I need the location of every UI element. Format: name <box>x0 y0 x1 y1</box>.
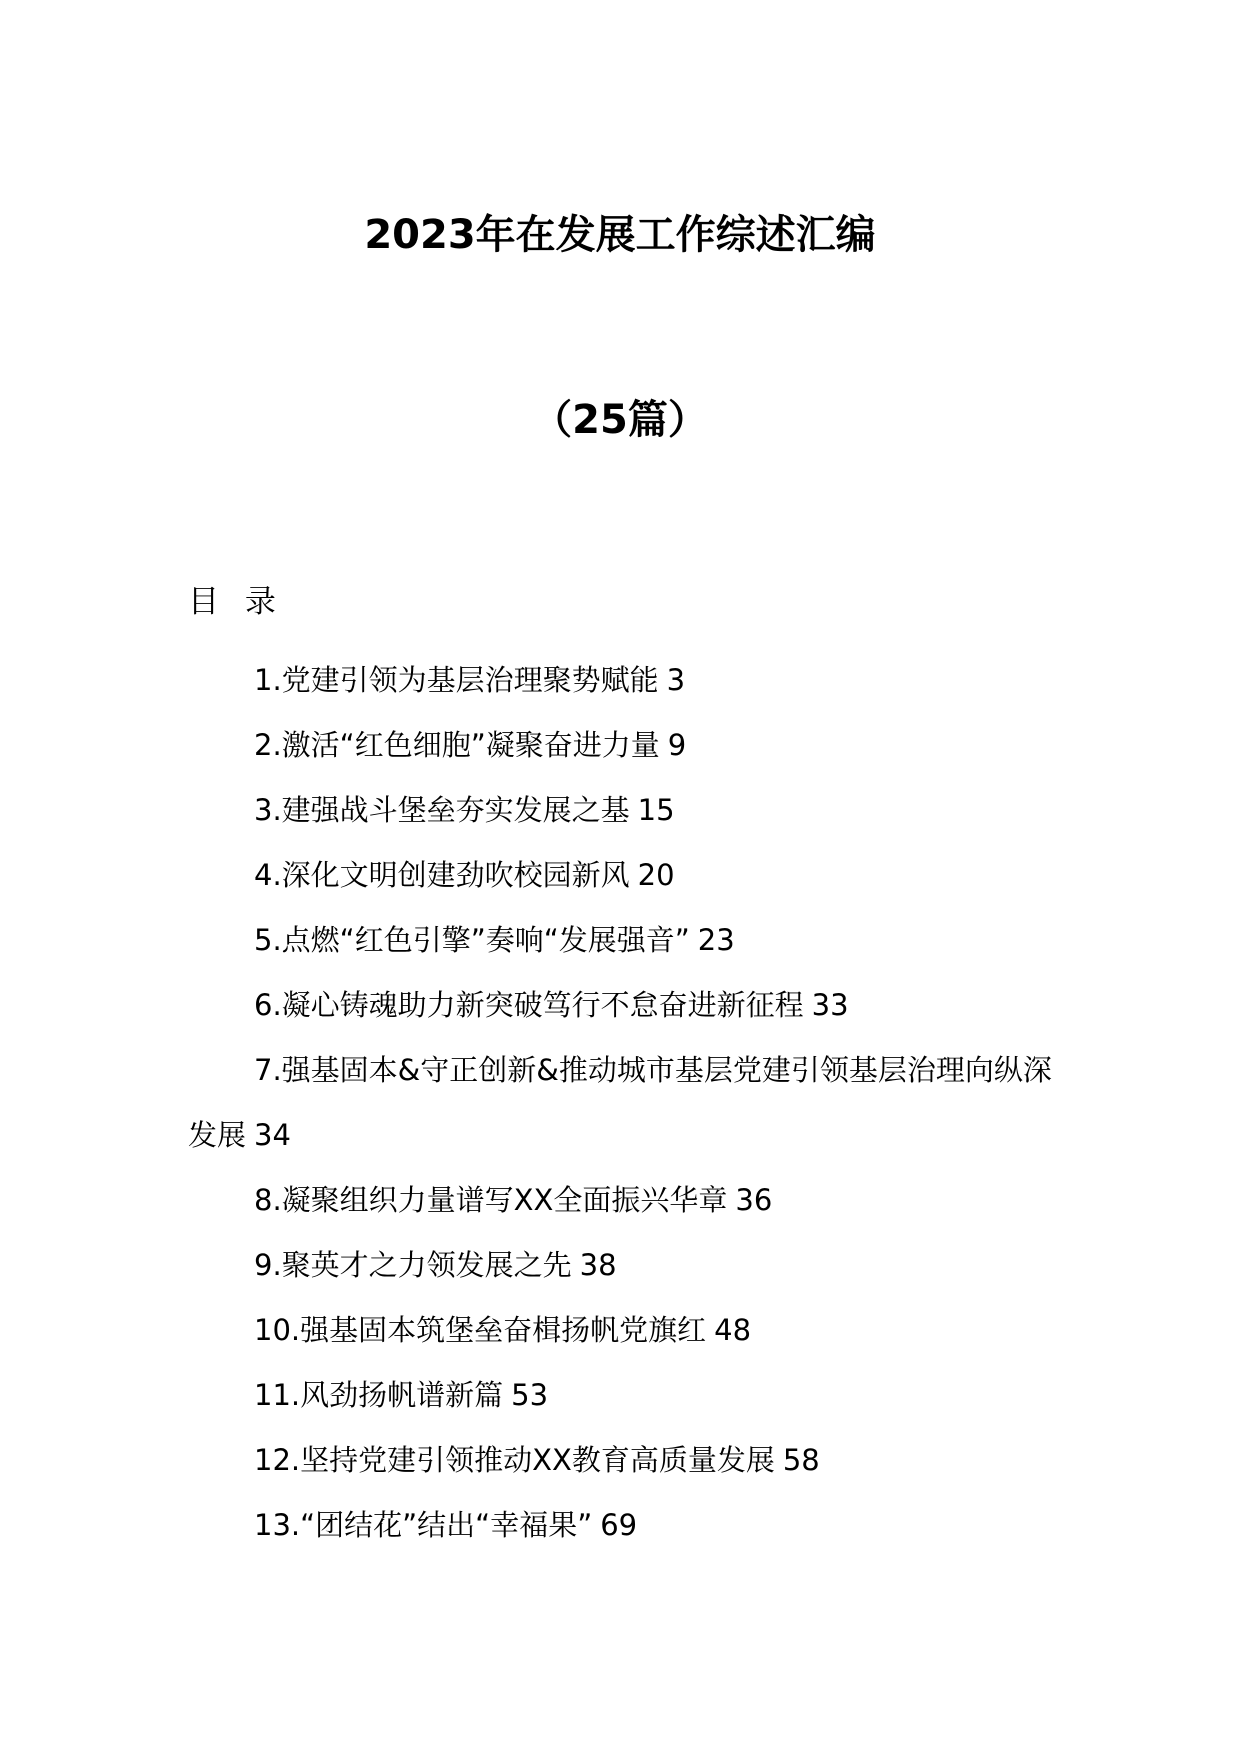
toc-entry-text: 11.风劲扬帆谱新篇 <box>254 1378 504 1412</box>
toc-entry-page: 34 <box>254 1118 291 1152</box>
toc-entry-text: 3.建强战斗堡垒夯实发展之基 <box>254 793 630 827</box>
toc-entry-3 <box>188 778 1068 843</box>
toc-entry-10 <box>188 1298 1068 1363</box>
toc-entry-text: 13.“团结花”结出“幸福果” <box>254 1508 593 1542</box>
toc-entry-text: 1.党建引领为基层治理聚势赋能 <box>254 663 659 697</box>
toc-entry-page: 58 <box>782 1443 820 1477</box>
toc-entry-text: 7.强基固本&守正创新&推动城市基层党建引领基层治理向纵深发展 <box>188 1053 1052 1152</box>
toc-entry-text: 10.强基固本筑堡垒奋楫扬帆党旗红 <box>254 1313 707 1347</box>
toc-entry-text: 6.凝心铸魂助力新突破笃行不怠奋进新征程 <box>254 988 804 1022</box>
toc-entry-text: 2.激活“红色细胞”凝聚奋进力量 <box>254 728 660 762</box>
toc-entry-9 <box>188 1233 1068 1298</box>
toc-entry-page: 9 <box>667 728 687 762</box>
toc-entry-8 <box>188 1168 1068 1233</box>
toc-entry-13 <box>188 1493 1068 1558</box>
toc-entry-text: 8.凝聚组织力量谱写XX全面振兴华章 <box>254 1183 728 1217</box>
document-title: 2023年在发展工作综述汇编 <box>364 212 876 258</box>
toc-entry-page: 15 <box>637 793 675 827</box>
toc-entry-page: 3 <box>666 663 686 697</box>
toc-entry-page: 20 <box>637 858 675 892</box>
toc-entry-page: 48 <box>714 1313 752 1347</box>
toc-entry-text: 4.深化文明创建劲吹校园新风 <box>254 858 630 892</box>
toc-entry-page: 69 <box>600 1508 638 1542</box>
toc-entry-page: 38 <box>579 1248 617 1282</box>
toc-entry-5 <box>188 908 1068 973</box>
toc-entry-1 <box>188 648 1068 713</box>
toc-entry-text: 5.点燃“红色引擎”奏响“发展强音” <box>254 923 690 957</box>
toc-entry-7 <box>188 1038 1068 1168</box>
toc-entry-6 <box>188 973 1068 1038</box>
toc-entry-11 <box>188 1363 1068 1428</box>
toc-entry-page: 33 <box>811 988 849 1022</box>
toc-entry-12 <box>188 1428 1068 1493</box>
document-subtitle: （25篇） <box>532 397 708 443</box>
toc-entry-page: 36 <box>735 1183 773 1217</box>
toc-entry-4 <box>188 843 1068 908</box>
toc-heading: 目 录 <box>188 584 284 620</box>
toc-entry-text: 9.聚英才之力领发展之先 <box>254 1248 572 1282</box>
toc-entry-2 <box>188 713 1068 778</box>
toc-entry-page: 23 <box>697 923 735 957</box>
table-of-contents <box>188 648 1068 1558</box>
toc-entry-page: 53 <box>511 1378 549 1412</box>
toc-entry-text: 12.坚持党建引领推动XX教育高质量发展 <box>254 1443 775 1477</box>
